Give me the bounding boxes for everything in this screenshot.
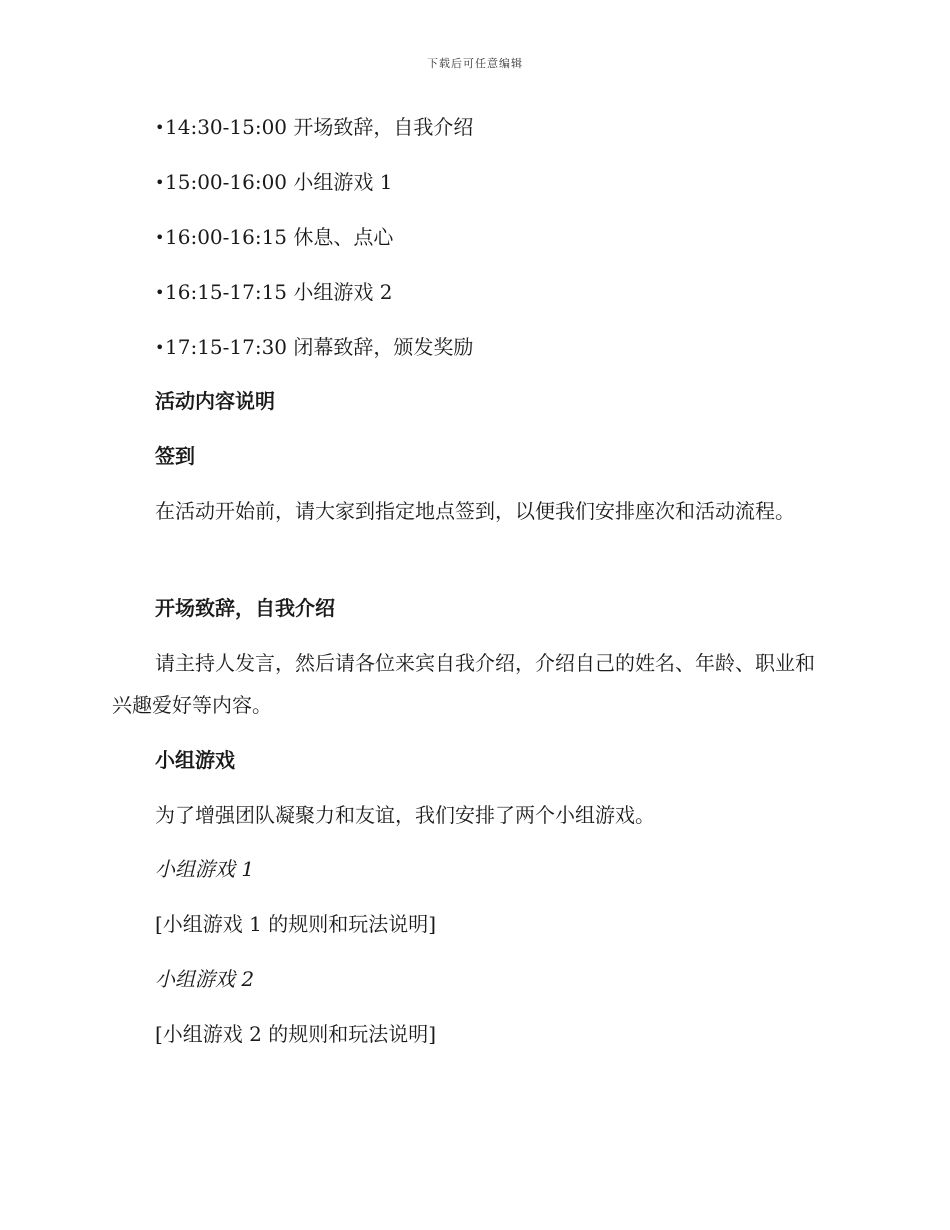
bullet-icon: • (155, 283, 165, 302)
schedule-item (155, 172, 392, 192)
signin-heading: 签到 (155, 444, 195, 468)
schedule-item (155, 227, 393, 247)
schedule-time: 17:15-17:30 (165, 335, 288, 359)
opening-paragraph: 请主持人发言，然后请各位来宾自我介绍，介绍自己的姓名、年龄、职业和兴趣爱好等内容。 (112, 651, 815, 717)
schedule-item (155, 117, 473, 137)
schedule-time: 16:15-17:15 (165, 280, 288, 304)
schedule-text: 小组游戏 1 (293, 170, 393, 194)
bullet-icon: • (155, 338, 165, 357)
schedule-time: 16:00-16:15 (165, 225, 288, 249)
signin-paragraph: 在活动开始前，请大家到指定地点签到，以便我们安排座次和活动流程。 (155, 499, 795, 523)
schedule-time: 15:00-16:00 (165, 170, 288, 194)
game1-title: 小组游戏 1 (155, 857, 255, 881)
schedule-text: 开场致辞，自我介绍 (293, 115, 474, 139)
bullet-icon: • (155, 118, 165, 137)
schedule-text: 休息、点心 (293, 225, 394, 249)
content-heading: 活动内容说明 (155, 389, 275, 413)
opening-heading: 开场致辞，自我介绍 (155, 596, 335, 620)
bullet-icon: • (155, 173, 165, 192)
schedule-item (155, 337, 473, 357)
game1-description: [小组游戏 1 的规则和玩法说明] (155, 912, 437, 936)
schedule-text: 闭幕致辞，颁发奖励 (293, 335, 474, 359)
game2-description: [小组游戏 2 的规则和玩法说明] (155, 1022, 437, 1046)
header-note: 下载后可任意编辑 (427, 57, 523, 70)
games-heading: 小组游戏 (155, 748, 235, 772)
schedule-time: 14:30-15:00 (165, 115, 288, 139)
schedule-item (155, 282, 392, 302)
bullet-icon: • (155, 228, 165, 247)
games-paragraph: 为了增强团队凝聚力和友谊，我们安排了两个小组游戏。 (155, 803, 655, 827)
schedule-text: 小组游戏 2 (293, 280, 393, 304)
game2-title: 小组游戏 2 (155, 967, 255, 991)
